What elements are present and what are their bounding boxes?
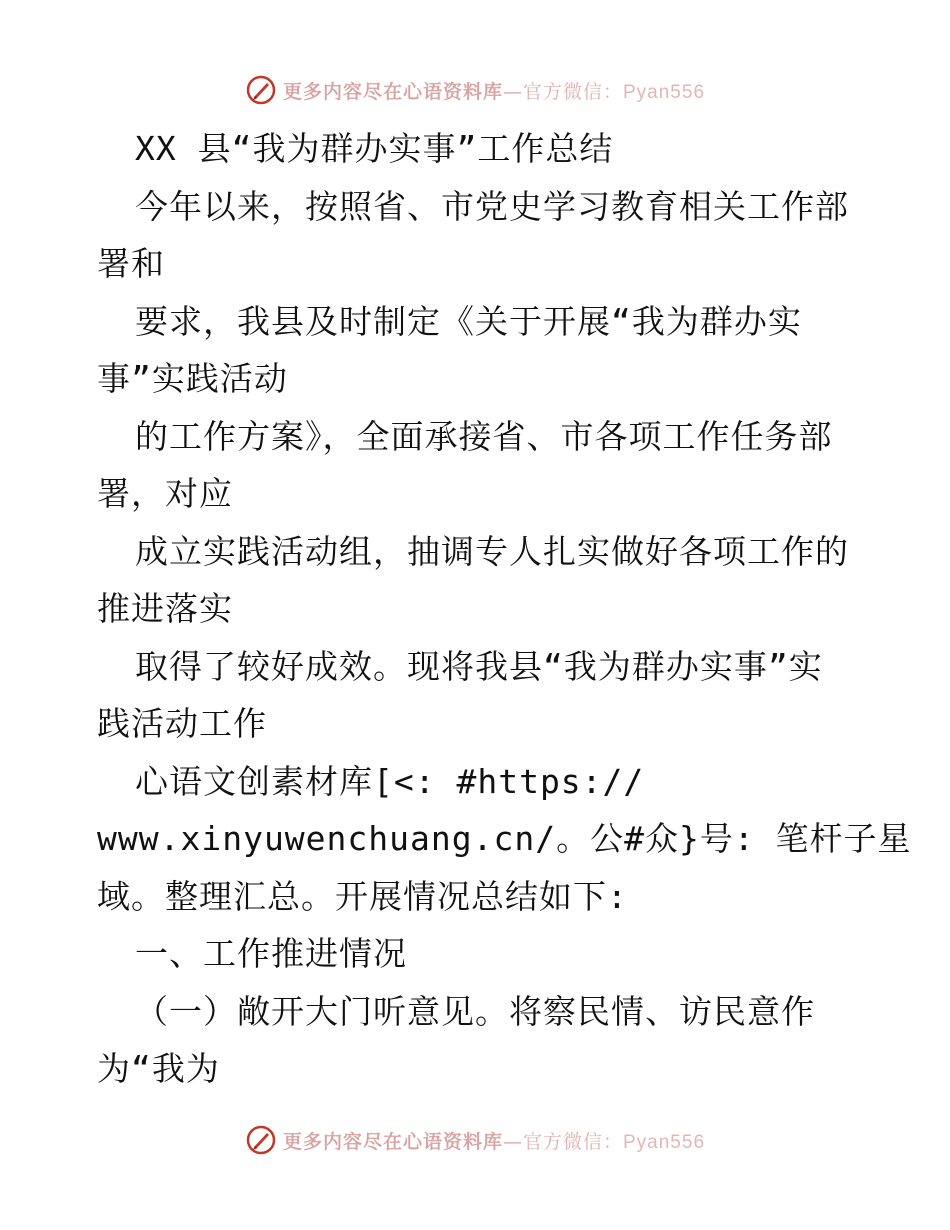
paragraph-line: 心语文创素材库[<: #https:// — [135, 761, 645, 801]
banner-text — [283, 77, 705, 104]
doc-title: XX 县“我为群办实事”工作总结 — [135, 129, 614, 168]
paragraph-line: 为“我为 — [97, 1049, 220, 1088]
banner-wechat-label: 官方微信： — [522, 1130, 623, 1153]
footer-banner — [0, 1120, 950, 1160]
paragraph-line: 域。整理汇总。开展情况总结如下: — [97, 876, 628, 916]
paragraph-line: www.xinyuwenchuang.cn/。公#众}号: 笔杆子星 — [97, 819, 912, 858]
paragraph-line: 要求，我县及时制定《关于开展“我为群办实 — [135, 301, 802, 341]
banner-site: 更多内容尽在心语资料库 — [282, 80, 503, 103]
paragraph-line: 署，对应 — [97, 474, 233, 513]
paragraph-line: 推进落实 — [97, 589, 233, 628]
quill-logo-icon — [245, 1124, 277, 1156]
header-banner — [0, 70, 950, 110]
banner-separator: — — [502, 80, 523, 103]
quill-logo-icon — [245, 74, 277, 106]
document-body — [97, 120, 912, 1098]
banner-separator: — — [502, 1130, 523, 1153]
section-heading: 一、工作推进情况 — [135, 934, 407, 973]
paragraph-line: 今年以来，按照省、市党史学习教育相关工作部 — [135, 186, 849, 226]
banner-text — [283, 1127, 705, 1154]
paragraph-line: 践活动工作 — [97, 704, 267, 743]
paragraph-line: （一）敞开大门听意见。将察民情、访民意作 — [135, 991, 815, 1031]
paragraph-line: 署和 — [97, 244, 165, 283]
paragraph-line: 成立实践活动组，抽调专人扎实做好各项工作的 — [135, 531, 849, 571]
banner-wechat-label: 官方微信： — [522, 80, 623, 103]
paragraph-line: 的工作方案》，全面承接省、市各项工作任务部 — [135, 416, 833, 456]
paragraph-line: 事”实践活动 — [97, 359, 288, 398]
banner-site: 更多内容尽在心语资料库 — [282, 1130, 503, 1153]
banner-account: Pyan556 — [623, 81, 706, 103]
banner-account: Pyan556 — [623, 1131, 706, 1153]
paragraph-line: 取得了较好成效。现将我县“我为群办实事”实 — [135, 646, 823, 686]
